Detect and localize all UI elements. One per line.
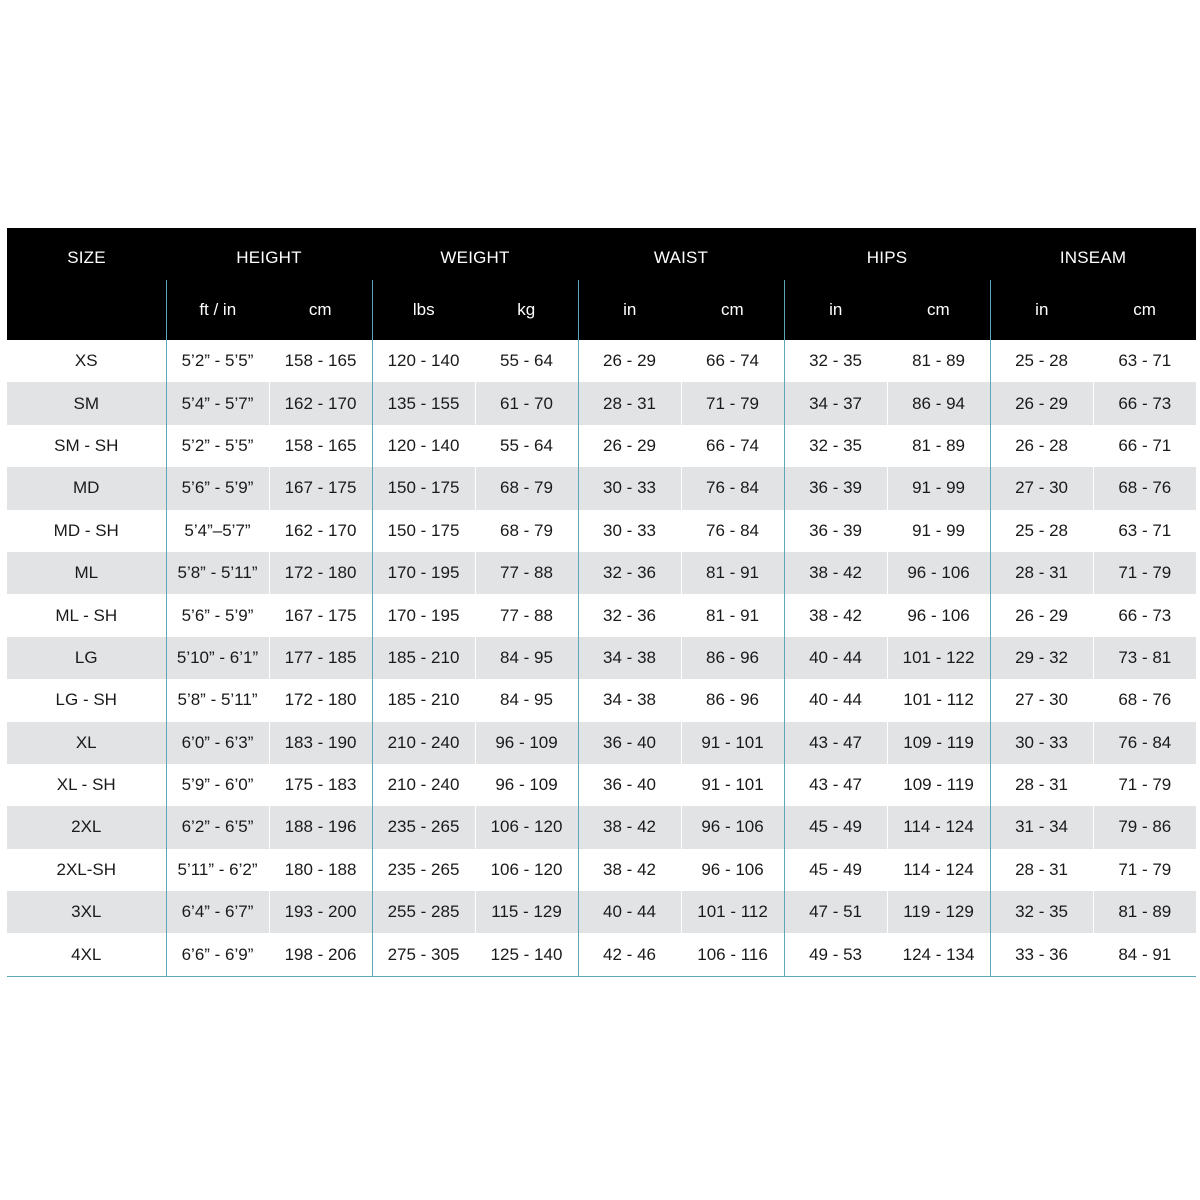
waist-in-cell: 34 - 38 (578, 637, 681, 679)
waist-in-cell: 30 - 33 (578, 467, 681, 509)
hips-in-cell: 32 - 35 (784, 340, 887, 382)
size-cell: ML (7, 552, 166, 594)
height-cm-cell: 193 - 200 (269, 891, 372, 933)
hips-cm-cell: 109 - 119 (887, 722, 990, 764)
unit-header: in (784, 280, 887, 340)
inseam-cm-cell: 71 - 79 (1093, 764, 1196, 806)
height-cm-cell: 180 - 188 (269, 849, 372, 891)
size-unit-blank (7, 280, 166, 340)
waist-in-cell: 36 - 40 (578, 722, 681, 764)
inseam-cm-cell: 68 - 76 (1093, 467, 1196, 509)
hips-cm-cell: 91 - 99 (887, 467, 990, 509)
inseam-in-cell: 26 - 29 (990, 594, 1093, 636)
weight-kg-cell: 115 - 129 (475, 891, 578, 933)
inseam-in-cell: 27 - 30 (990, 467, 1093, 509)
height-cm-cell: 183 - 190 (269, 722, 372, 764)
hips-in-cell: 34 - 37 (784, 382, 887, 424)
weight-kg-cell: 55 - 64 (475, 340, 578, 382)
size-cell: XL - SH (56, 775, 116, 795)
weight-lbs-cell: 210 - 240 (372, 764, 475, 806)
hips-in-cell: 36 - 39 (784, 467, 887, 509)
waist-cm-cell: 66 - 74 (681, 425, 784, 467)
header-group-row (7, 228, 1196, 280)
table-row (7, 382, 1196, 424)
size-cell: XL (7, 722, 166, 764)
unit-header: kg (475, 280, 578, 340)
height-ftin-cell: 5’10” - 6’1” (166, 637, 269, 679)
inseam-header: INSEAM (990, 228, 1196, 280)
height-ftin-cell: 5’6” - 5’9” (166, 467, 269, 509)
height-ftin-cell: 6’2” - 6’5” (166, 806, 269, 848)
inseam-in-cell: 28 - 31 (990, 849, 1093, 891)
waist-cm-cell: 91 - 101 (681, 764, 784, 806)
inseam-cm-cell: 63 - 71 (1093, 340, 1196, 382)
waist-cm-cell: 76 - 84 (681, 467, 784, 509)
weight-lbs-cell: 185 - 210 (372, 679, 475, 721)
weight-kg-cell: 106 - 120 (475, 806, 578, 848)
inseam-cm-cell: 68 - 76 (1093, 679, 1196, 721)
size-cell: 2XL-SH (56, 859, 117, 879)
height-cm-cell: 158 - 165 (269, 425, 372, 467)
hips-in-cell: 49 - 53 (784, 933, 887, 976)
hips-in-cell: 32 - 35 (784, 425, 887, 467)
size-cell: 2XL (7, 806, 166, 848)
inseam-cm-cell: 84 - 91 (1093, 933, 1196, 976)
weight-lbs-cell: 235 - 265 (372, 806, 475, 848)
waist-in-cell: 34 - 38 (578, 679, 681, 721)
size-cell: SM (7, 382, 166, 424)
table-header (7, 228, 1196, 340)
waist-header: WAIST (578, 228, 784, 280)
weight-kg-cell: 68 - 79 (475, 467, 578, 509)
inseam-in-cell: 25 - 28 (990, 340, 1093, 382)
height-ftin-cell: 6’0” - 6’3” (166, 722, 269, 764)
inseam-cm-cell: 63 - 71 (1093, 510, 1196, 552)
inseam-cm-cell: 66 - 73 (1093, 594, 1196, 636)
size-cell: LG (7, 637, 166, 679)
weight-kg-cell: 61 - 70 (475, 382, 578, 424)
waist-in-cell: 28 - 31 (578, 382, 681, 424)
unit-header: lbs (372, 280, 475, 340)
waist-cm-cell: 76 - 84 (681, 510, 784, 552)
hips-cm-cell: 109 - 119 (887, 764, 990, 806)
table-row (7, 764, 1196, 806)
height-cm-cell: 188 - 196 (269, 806, 372, 848)
inseam-cm-cell: 71 - 79 (1093, 552, 1196, 594)
height-ftin-cell: 5’8” - 5’11” (166, 552, 269, 594)
header-unit-row (7, 280, 1196, 340)
weight-lbs-cell: 150 - 175 (372, 510, 475, 552)
size-header: SIZE (7, 228, 166, 280)
weight-lbs-cell: 170 - 195 (372, 552, 475, 594)
height-cm-cell: 162 - 170 (269, 382, 372, 424)
waist-cm-cell: 81 - 91 (681, 594, 784, 636)
hips-cm-cell: 81 - 89 (887, 340, 990, 382)
inseam-in-cell: 26 - 29 (990, 382, 1093, 424)
waist-in-cell: 36 - 40 (578, 764, 681, 806)
weight-lbs-cell: 135 - 155 (372, 382, 475, 424)
weight-kg-cell: 77 - 88 (475, 552, 578, 594)
height-cm-cell: 172 - 180 (269, 552, 372, 594)
waist-in-cell: 38 - 42 (578, 849, 681, 891)
table-row (7, 849, 1196, 891)
weight-lbs-cell: 210 - 240 (372, 722, 475, 764)
waist-in-cell: 26 - 29 (578, 425, 681, 467)
hips-in-cell: 38 - 42 (784, 594, 887, 636)
size-cell: 3XL (7, 891, 166, 933)
inseam-in-cell: 28 - 31 (990, 552, 1093, 594)
inseam-in-cell: 32 - 35 (990, 891, 1093, 933)
weight-kg-cell: 125 - 140 (475, 933, 578, 976)
weight-kg-cell: 84 - 95 (475, 637, 578, 679)
waist-in-cell: 32 - 36 (578, 594, 681, 636)
hips-cm-cell: 86 - 94 (887, 382, 990, 424)
weight-lbs-cell: 120 - 140 (372, 425, 475, 467)
height-cm-cell: 158 - 165 (269, 340, 372, 382)
inseam-in-cell: 30 - 33 (990, 722, 1093, 764)
size-cell: MD - SH (53, 520, 119, 540)
height-cm-cell: 167 - 175 (269, 467, 372, 509)
height-ftin-cell: 5’6” - 5’9” (166, 594, 269, 636)
waist-cm-cell: 86 - 96 (681, 637, 784, 679)
weight-lbs-cell: 120 - 140 (372, 340, 475, 382)
height-ftin-cell: 5’4” - 5’7” (166, 382, 269, 424)
size-cell: 4XL (7, 933, 166, 976)
table-row (7, 467, 1196, 509)
inseam-in-cell: 28 - 31 (990, 764, 1093, 806)
height-ftin-cell: 5’4”–5’7” (166, 510, 269, 552)
inseam-cm-cell: 76 - 84 (1093, 722, 1196, 764)
height-cm-cell: 167 - 175 (269, 594, 372, 636)
hips-cm-cell: 91 - 99 (887, 510, 990, 552)
size-cell: MD (7, 467, 166, 509)
hips-in-cell: 36 - 39 (784, 510, 887, 552)
hips-in-cell: 45 - 49 (784, 806, 887, 848)
height-ftin-cell: 5’2” - 5’5” (166, 340, 269, 382)
inseam-cm-cell: 73 - 81 (1093, 637, 1196, 679)
hips-cm-cell: 96 - 106 (887, 552, 990, 594)
hips-in-cell: 43 - 47 (784, 764, 887, 806)
hips-header: HIPS (784, 228, 990, 280)
weight-header: WEIGHT (372, 228, 578, 280)
weight-kg-cell: 84 - 95 (475, 679, 578, 721)
weight-lbs-cell: 275 - 305 (372, 933, 475, 976)
weight-lbs-cell: 235 - 265 (372, 849, 475, 891)
height-ftin-cell: 5’2” - 5’5” (166, 425, 269, 467)
table-row (7, 637, 1196, 679)
weight-kg-cell: 106 - 120 (475, 849, 578, 891)
unit-header: in (990, 280, 1093, 340)
unit-header: cm (681, 280, 784, 340)
waist-cm-cell: 86 - 96 (681, 679, 784, 721)
hips-in-cell: 45 - 49 (784, 849, 887, 891)
waist-cm-cell: 106 - 116 (681, 933, 784, 976)
height-cm-cell: 198 - 206 (269, 933, 372, 976)
height-cm-cell: 172 - 180 (269, 679, 372, 721)
hips-cm-cell: 96 - 106 (887, 594, 990, 636)
unit-header: cm (269, 280, 372, 340)
table-row (7, 510, 1196, 552)
table-row (7, 806, 1196, 848)
hips-cm-cell: 101 - 122 (887, 637, 990, 679)
weight-lbs-cell: 255 - 285 (372, 891, 475, 933)
waist-in-cell: 30 - 33 (578, 510, 681, 552)
table-row (7, 552, 1196, 594)
waist-cm-cell: 71 - 79 (681, 382, 784, 424)
inseam-in-cell: 27 - 30 (990, 679, 1093, 721)
height-cm-cell: 162 - 170 (269, 510, 372, 552)
table-row (7, 594, 1196, 636)
waist-cm-cell: 96 - 106 (681, 806, 784, 848)
inseam-cm-cell: 71 - 79 (1093, 849, 1196, 891)
weight-kg-cell: 96 - 109 (475, 722, 578, 764)
height-header: HEIGHT (166, 228, 372, 280)
hips-in-cell: 40 - 44 (784, 637, 887, 679)
height-ftin-cell: 6’4” - 6’7” (166, 891, 269, 933)
unit-header: in (578, 280, 681, 340)
size-cell: XS (74, 351, 98, 371)
unit-header: ft / in (166, 280, 269, 340)
inseam-cm-cell: 81 - 89 (1093, 891, 1196, 933)
inseam-in-cell: 25 - 28 (990, 510, 1093, 552)
table-row (7, 722, 1196, 764)
unit-header: cm (887, 280, 990, 340)
waist-in-cell: 40 - 44 (578, 891, 681, 933)
hips-cm-cell: 81 - 89 (887, 425, 990, 467)
inseam-cm-cell: 66 - 73 (1093, 382, 1196, 424)
size-cell: LG - SH (55, 690, 117, 710)
weight-kg-cell: 68 - 79 (475, 510, 578, 552)
waist-in-cell: 26 - 29 (578, 340, 681, 382)
waist-in-cell: 42 - 46 (578, 933, 681, 976)
hips-cm-cell: 124 - 134 (887, 933, 990, 976)
hips-cm-cell: 114 - 124 (887, 849, 990, 891)
inseam-cm-cell: 66 - 71 (1093, 425, 1196, 467)
waist-cm-cell: 96 - 106 (681, 849, 784, 891)
weight-lbs-cell: 170 - 195 (372, 594, 475, 636)
weight-lbs-cell: 185 - 210 (372, 637, 475, 679)
inseam-in-cell: 26 - 28 (990, 425, 1093, 467)
table-row (7, 340, 1196, 382)
inseam-cm-cell: 79 - 86 (1093, 806, 1196, 848)
waist-cm-cell: 66 - 74 (681, 340, 784, 382)
inseam-in-cell: 33 - 36 (990, 933, 1093, 976)
weight-kg-cell: 96 - 109 (475, 764, 578, 806)
weight-lbs-cell: 150 - 175 (372, 467, 475, 509)
unit-header: cm (1093, 280, 1196, 340)
height-ftin-cell: 6’6” - 6’9” (166, 933, 269, 976)
hips-in-cell: 47 - 51 (784, 891, 887, 933)
table-row (7, 933, 1196, 976)
height-cm-cell: 175 - 183 (269, 764, 372, 806)
waist-cm-cell: 101 - 112 (681, 891, 784, 933)
table-row (7, 679, 1196, 721)
height-cm-cell: 177 - 185 (269, 637, 372, 679)
waist-in-cell: 32 - 36 (578, 552, 681, 594)
hips-cm-cell: 119 - 129 (887, 891, 990, 933)
waist-cm-cell: 91 - 101 (681, 722, 784, 764)
inseam-in-cell: 29 - 32 (990, 637, 1093, 679)
waist-in-cell: 38 - 42 (578, 806, 681, 848)
hips-in-cell: 38 - 42 (784, 552, 887, 594)
hips-in-cell: 40 - 44 (784, 679, 887, 721)
inseam-in-cell: 31 - 34 (990, 806, 1093, 848)
table-body (7, 340, 1196, 976)
size-cell: SM - SH (54, 435, 119, 455)
height-ftin-cell: 5’9” - 6’0” (166, 764, 269, 806)
height-ftin-cell: 5’11” - 6’2” (166, 849, 269, 891)
weight-kg-cell: 55 - 64 (475, 425, 578, 467)
weight-kg-cell: 77 - 88 (475, 594, 578, 636)
height-ftin-cell: 5’8” - 5’11” (166, 679, 269, 721)
hips-cm-cell: 101 - 112 (887, 679, 990, 721)
table-row (7, 891, 1196, 933)
size-cell: ML - SH (55, 605, 118, 625)
size-chart-table (7, 228, 1196, 977)
table-row (7, 425, 1196, 467)
hips-in-cell: 43 - 47 (784, 722, 887, 764)
hips-cm-cell: 114 - 124 (887, 806, 990, 848)
waist-cm-cell: 81 - 91 (681, 552, 784, 594)
